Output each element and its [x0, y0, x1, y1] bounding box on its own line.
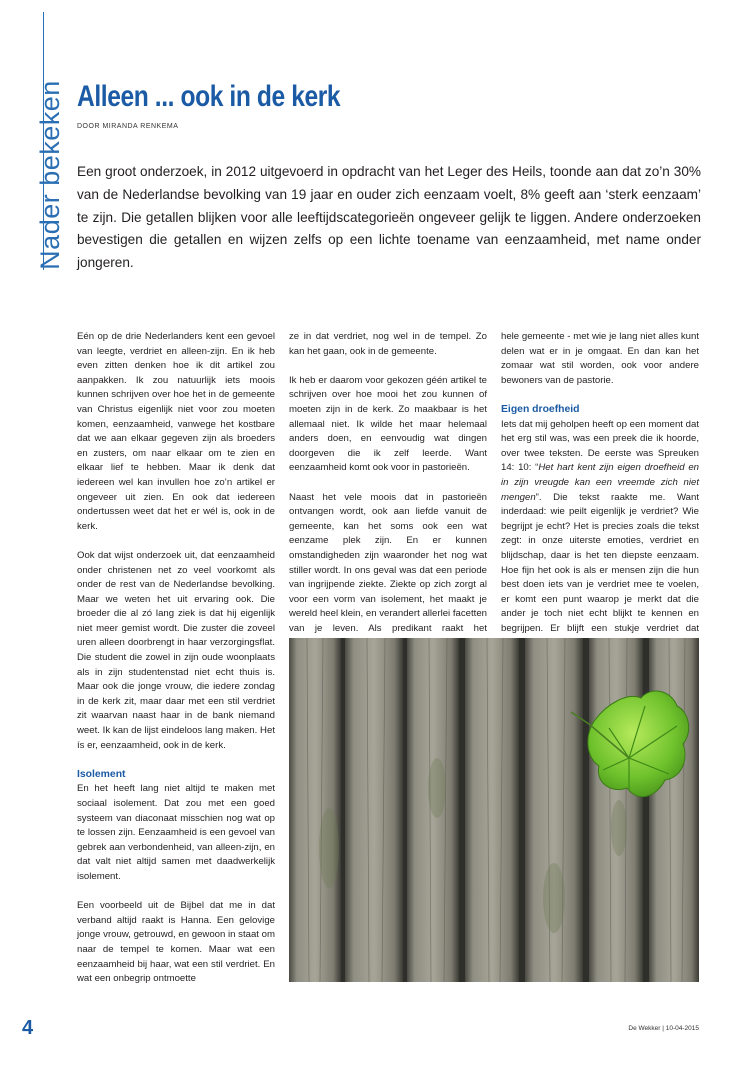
column-3 [501, 330, 699, 651]
col1-paragraph-1: Eén op de drie Nederlanders kent een gevoel van leegte, verdriet en alleen-zijn. En ik heb even zitten denken hoe ik dit artikel zou aanpakken. Ik zou natuurlijk iets moois kunnen schrijven over hoe het in de gemeente van Christus eigenlijk niet voor zou moeten komen, eenzaamheid, vanwege het kostbare dat we aan elkaar gegeven zijn als broeders en zusters, om naar elkaar om te zien en elkaar lief te hebben. Maar ik denk dat iedereen wel kan invullen hoe zo’n artikel er ongeveer uit zien. En ook dat iedereen ondertussen weet dat het er wél is, ook in de kerk. [77, 331, 275, 532]
col3-text-end: ”. Die tekst raakte me. Want inderdaad: wie peilt eigenlijk je verdriet? Wie begrijpt je echt? Het is precies zoals die tekst zegt: in onze uiterste emoties, verdriet en blijdschap, daar is het ten diepste eenzaam. Hoe fijn het ook is als er mensen zijn die hun best doen iets van je verdriet mee te voelen, er komt een punt waarop je merkt dat die ander je toch niet echt blijkt te kennen en begrijpen. Er blijft een stukje verdriet dat [501, 491, 699, 634]
footer-publication: De Wekker | 10-04-2015 [628, 1025, 699, 1032]
col2-paragraph-1: ze in dat verdriet, nog wel in de tempel. Zo kan het gaan, ook in de gemeente. [289, 331, 487, 357]
col1-paragraph-2: Ook dat wijst onderzoek uit, dat eenzaamheid onder christenen net zo veel voorkomt als onder de rest van de Nederlandse bevolking. Maar we weten het uit ervaring ook. Die broeder die al zó lang ziek is dat hij eigenlijk niet meer gemist wordt. Die zuster die zoveel uren alleen doorbrengt in haar verzorgingsflat. Die student die zowel in zijn oude woonplaats als in zijn studentenstad niet echt thuis is. Maar ook die jonge vrouw, die iedere zondag in de kerk zit, maar daar met een stil verdriet zit waarvan naast haar in de bank niemand weet. Ik kan de lijst eindeloos lang maken. Het ís er, eenzaamheid, ook in de kerk. [77, 549, 275, 751]
col1-paragraph-3: En het heeft lang niet altijd te maken met sociaal isolement. Dat zou met een goed systeem van diaconaat misschien nog wat op te lossen zijn. Eenzaamheid is een gevoel van gebrek aan verbondenheid, van alleen-zijn, en dat valt niet altijd samen met daadwerkelijk isolement. [77, 783, 275, 882]
col2-paragraph-3: Naast het vele moois dat in pastorieën ontvangen wordt, ook aan liefde vanuit de gemeente, kan het soms ook een wat eenzame plek zijn. En er kunnen omstandigheden zijn waaronder het nog wat stiller wordt. In ons geval was dat een periode van ingrijpende ziekte. Ziekte op zich zorgt al voor een vorm van isolement, het maakt je wereld heel klein, en verandert allerlei facetten van je leven. Als predikant raakt het [289, 491, 487, 634]
byline: DOOR MIRANDA RENKEMA [77, 123, 179, 130]
article-title: Alleen ... ook in de kerk [77, 80, 341, 113]
section-label: Nader bekeken [35, 80, 65, 270]
photo-illustration [289, 638, 699, 982]
column-2 [289, 330, 487, 651]
bible-quote: Het hart kent zijn eigen droefheid en in zijn vreugde kan een vreemde zich niet mengen [501, 462, 699, 503]
col2-paragraph-2: Ik heb er daarom voor gekozen géén artikel te schrijven over hoe mooi het zou kunnen of moeten zijn in de kerk. Zo maakbaar is het allemaal niet. Ik wilde het maar helemaal anders doen, en eenvoudig wat dingen doorgeven die ik zelf leerde. Want eenzaamheid komt ook voor in pastorieën. [289, 374, 487, 474]
wooden-fence-ivy-photo [289, 638, 699, 982]
col3-text-start: Iets dat mij geholpen heeft op een moment dat het erg stil was, was een preek die ik hoorde, over twee teksten. De eerste was Spreuken 14: 10: “ [501, 418, 699, 474]
page-number: 4 [22, 1017, 34, 1039]
intro-paragraph: Een groot onderzoek, in 2012 uitgevoerd in opdracht van het Leger des Heils, toonde aan dat zo’n 30% van de Nederlandse bevolking van 19 jaar en ouder zich eenzaam voelt, 8% geeft aan ‘sterk eenzaam’ te zijn. Die getallen blijken voor alle leeftijdscategorieën ongeveer gelijk te liggen. Andere onderzoeken bevestigen die getallen en wijzen zelfs op een lichte toename van eenzaamheid, met name onder jongeren. [77, 164, 701, 271]
col1-paragraph-4: Een voorbeeld uit de Bijbel dat me in dat verband altijd raakt is Hanna. Een gelovige jonge vrouw, getrouwd, en gewoon in staat om naar de tempel te komen. Maar wat een eenzaamheid bij haar, wat een stil verdriet. En wat een onbegrip ontmoette [77, 900, 275, 985]
column-1 [77, 330, 275, 987]
subheading-isolement: Isolement [77, 768, 126, 780]
col3-paragraph-1: hele gemeente - met wie je lang niet alles kunt delen wat er in je omgaat. En dan kan het zomaar wat stil worden, ook voor andere bewoners van de pastorie. [501, 331, 699, 386]
col3-paragraph-2 [501, 418, 699, 652]
subheading-eigen-droefheid: Eigen droefheid [501, 403, 580, 415]
